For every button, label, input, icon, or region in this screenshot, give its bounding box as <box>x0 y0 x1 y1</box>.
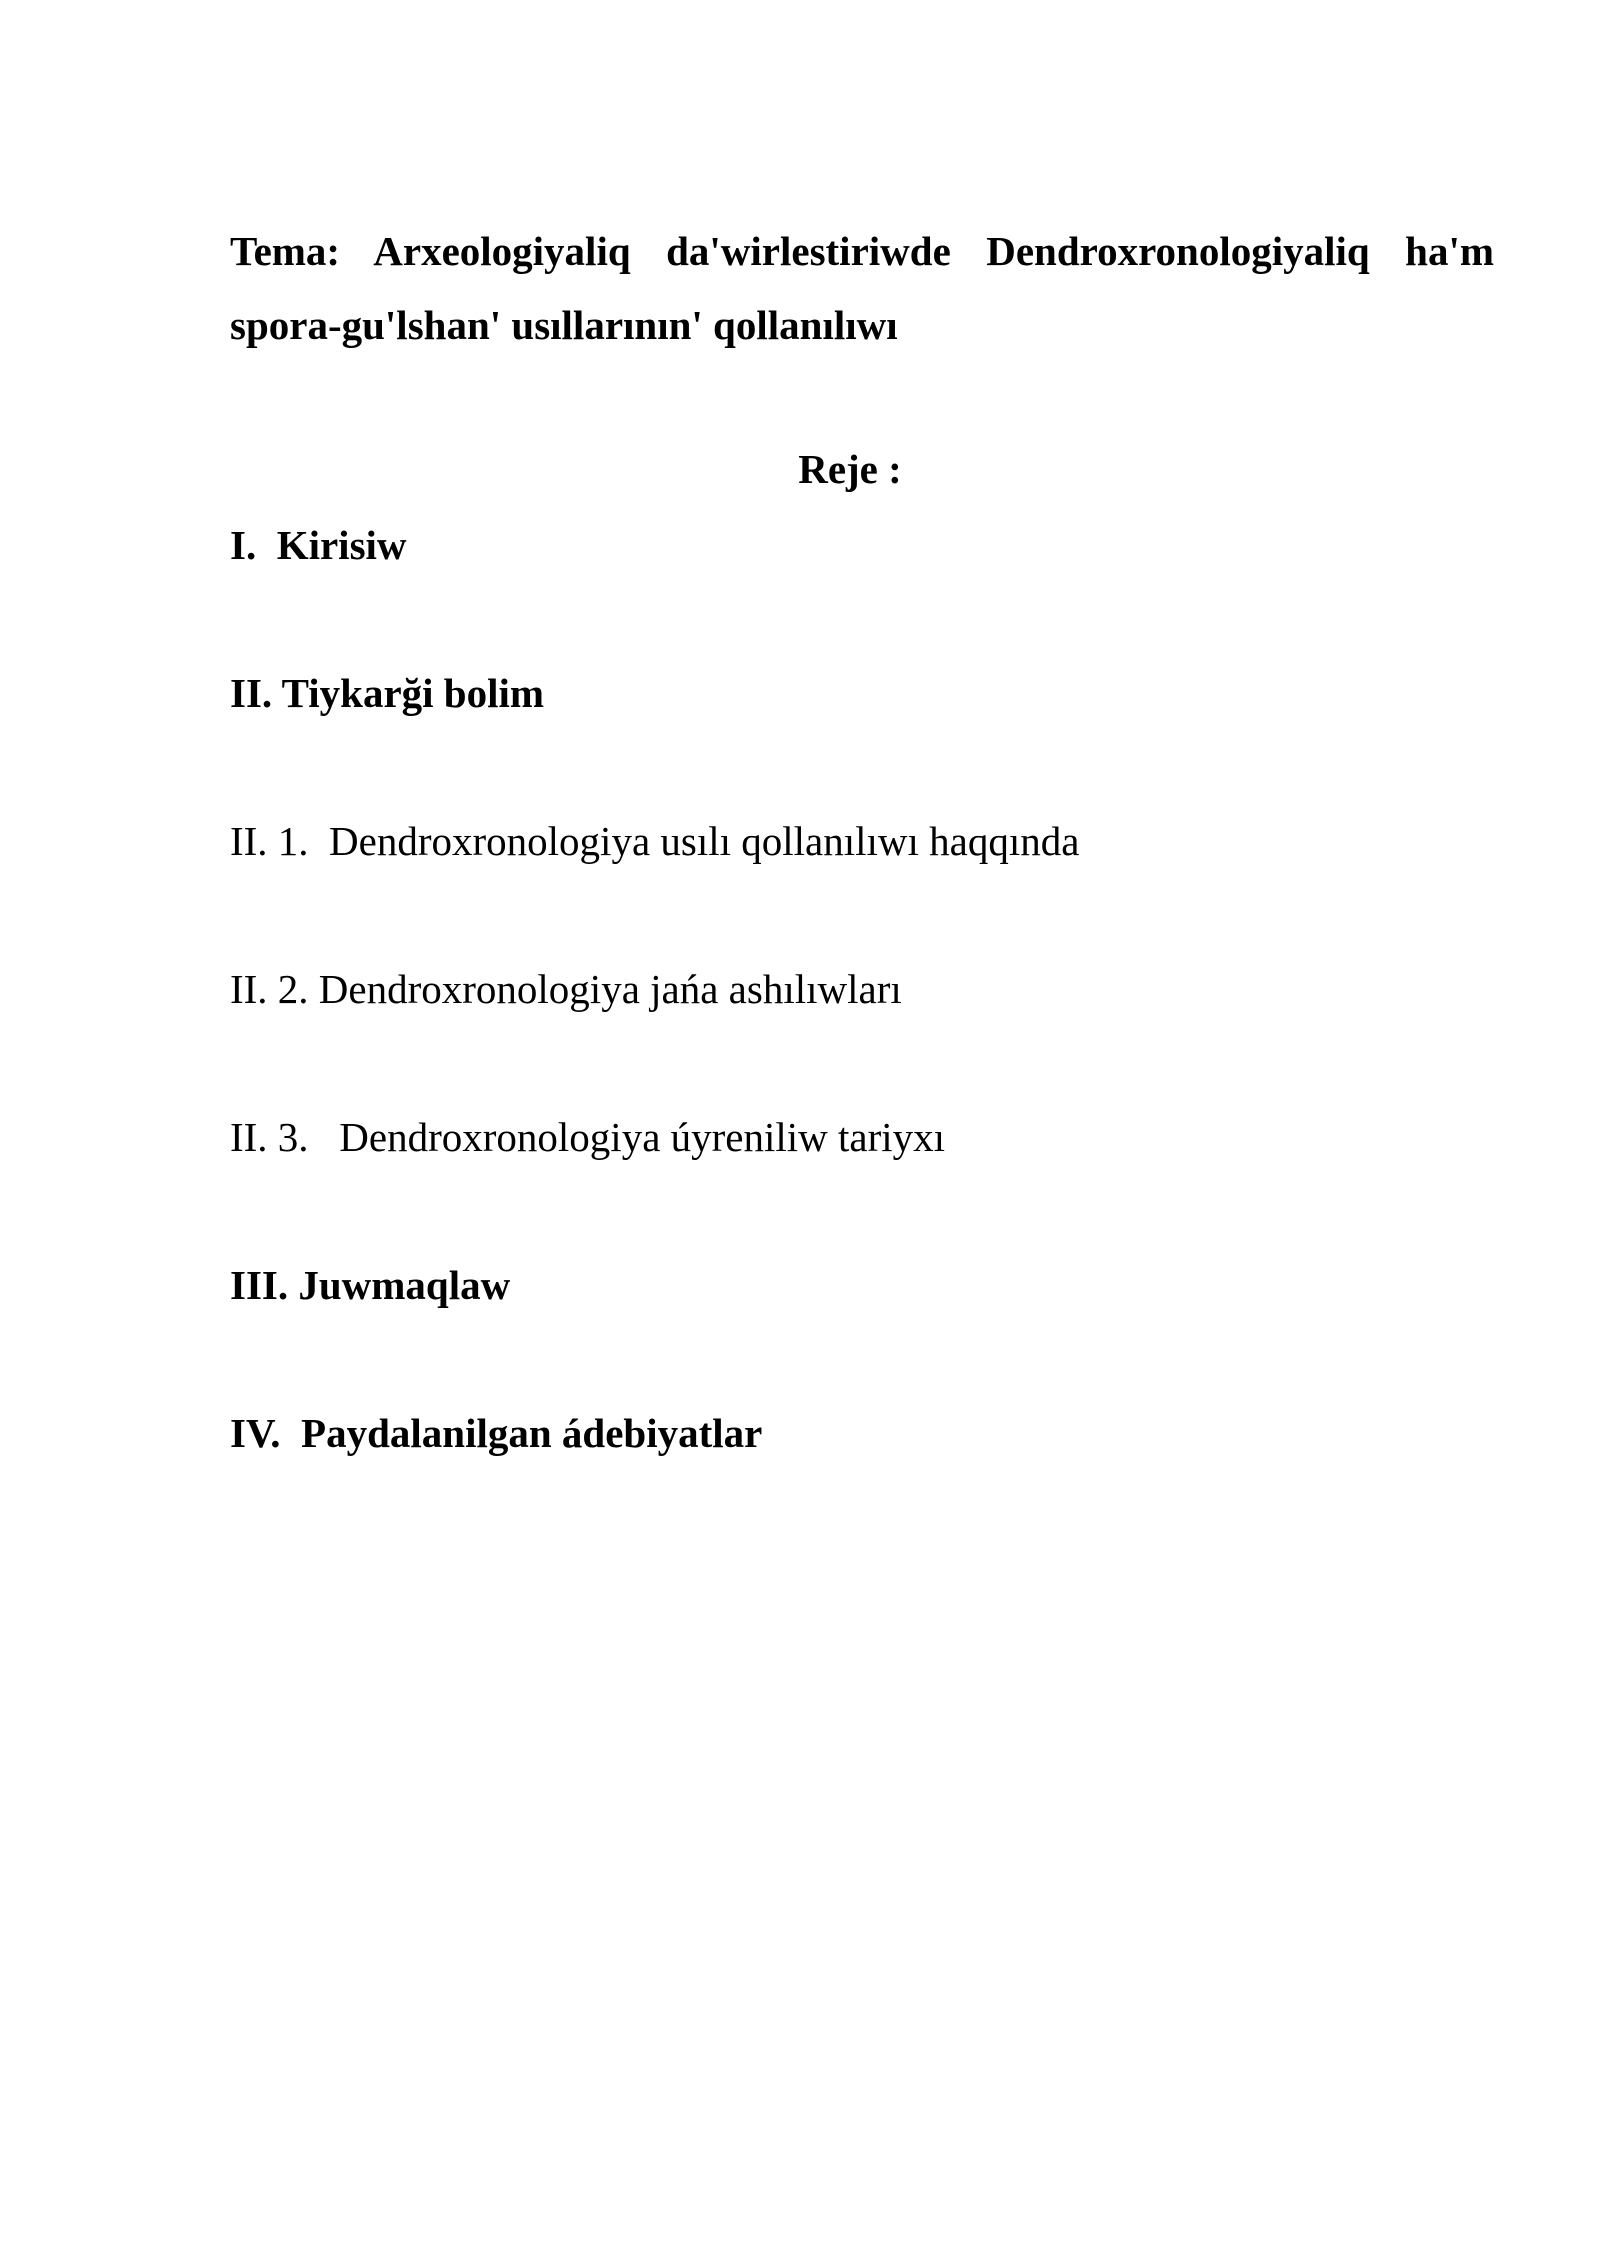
document-title: Tema: Arxeologiyaliq da'wirlestiriwde Dendroxronologiyaliq ha'm spora-gu'lshan' usıllarının' qollanılıwı <box>230 228 1494 348</box>
plan-item-references: IV. Paydalanilgan ádebiyatlar <box>230 1410 763 1456</box>
plan-item-subsection-3: II. 3. Dendroxronologiya úyreniliw tariyxı <box>230 1114 946 1160</box>
plan-item-conclusion: III. Juwmaqlaw <box>230 1262 511 1308</box>
plan-item-subsection-1: II. 1. Dendroxronologiya usılı qollanılıwı haqqında <box>230 818 1080 864</box>
plan-item-introduction: I. Kirisiw <box>230 522 407 568</box>
plan-item-main-part: II. Tiykarği bolim <box>230 670 545 716</box>
plan-item-subsection-2: II. 2. Dendroxronologiya jańa ashılıwları <box>230 966 902 1012</box>
plan-heading: Reje : <box>798 446 902 492</box>
